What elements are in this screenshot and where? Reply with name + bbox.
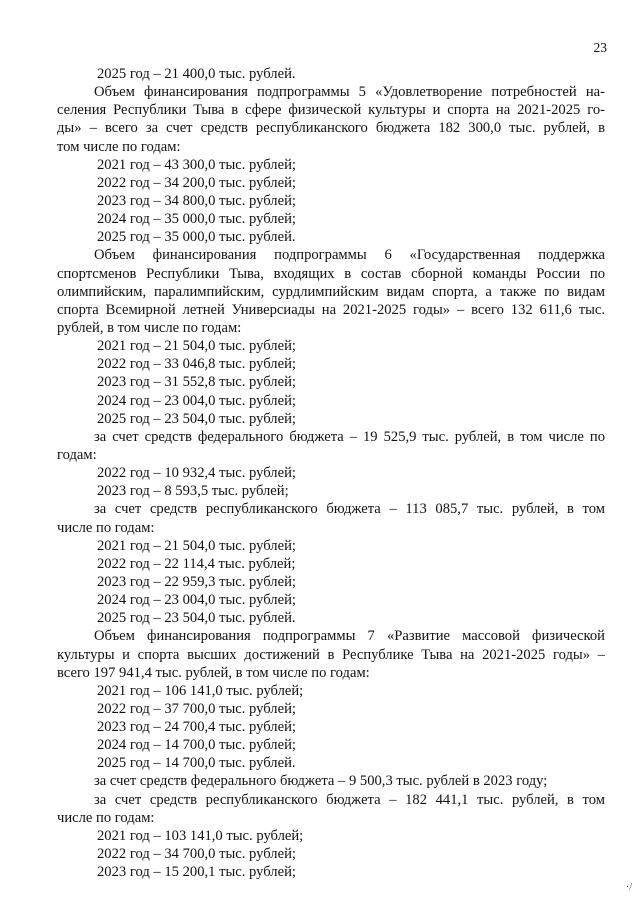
text-line: олимпийским, паралимпийским, сурдлимпийским видам спорта, а также по видам	[57, 283, 605, 300]
text-line: 2021 год – 106 141,0 тыс. рублей;	[97, 682, 304, 699]
text-line: числе по годам:	[57, 519, 155, 536]
text-line: годам:	[57, 446, 97, 463]
text-line: селения Республики Тыва в сфере физической культуры и спорта на 2021-2025 го-	[57, 102, 605, 119]
text-line: 2024 год – 23 004,0 тыс. рублей;	[97, 392, 296, 409]
page-number: 23	[593, 40, 607, 55]
text-line: 2025 год – 14 700,0 тыс. рублей.	[97, 755, 296, 772]
text-line: 2023 год – 8 593,5 тыс. рублей;	[97, 483, 289, 500]
text-line: ды» – всего за счет средств республиканского бюджета 182 300,0 тыс. рублей, в	[57, 120, 605, 137]
text-line: 2022 год – 22 114,4 тыс. рублей;	[97, 555, 296, 572]
text-line: 2025 год – 23 504,0 тыс. рублей;	[97, 410, 296, 427]
document-body	[57, 65, 605, 881]
text-line: 2022 год – 33 046,8 тыс. рублей;	[97, 356, 296, 373]
text-line: 2021 год – 21 504,0 тыс. рублей;	[97, 338, 296, 355]
text-line: за счет средств республиканского бюджета – 182 441,1 тыс. рублей, в том	[94, 791, 605, 808]
text-line: числе по годам:	[57, 809, 155, 826]
text-line: 2022 год – 37 700,0 тыс. рублей;	[97, 700, 296, 717]
text-line: 2021 год – 43 300,0 тыс. рублей;	[97, 156, 296, 173]
text-line: за счет средств республиканского бюджета – 113 085,7 тыс. рублей, в том	[94, 501, 605, 518]
text-line: всего 197 941,4 тыс. рублей, в том числе по годам:	[57, 664, 370, 681]
text-line: 2023 год – 24 700,4 тыс. рублей;	[97, 719, 296, 736]
text-line: 2024 год – 35 000,0 тыс. рублей;	[97, 211, 296, 228]
text-line: 2023 год – 34 800,0 тыс. рублей;	[97, 192, 296, 209]
text-line: за счет средств федерального бюджета – 19 525,9 тыс. рублей, в том числе по	[94, 428, 605, 445]
text-line: Объем финансирования подпрограммы 6 «Государственная поддержка	[94, 247, 605, 264]
text-line: 2024 год – 14 700,0 тыс. рублей;	[97, 737, 296, 754]
corner-mark: ·/	[625, 882, 632, 893]
text-line: 2022 год – 34 200,0 тыс. рублей;	[97, 174, 296, 191]
text-line: 2023 год – 15 200,1 тыс. рублей;	[97, 864, 296, 881]
text-line: культуры и спорта высших достижений в Республике Тыва на 2021-2025 годы» –	[57, 646, 605, 663]
text-line: том числе по годам:	[57, 138, 181, 155]
text-line: 2024 год – 23 004,0 тыс. рублей;	[97, 592, 296, 609]
text-line: 2025 год – 23 504,0 тыс. рублей.	[97, 610, 296, 627]
text-line: за счет средств федерального бюджета – 9 500,3 тыс. рублей в 2023 году;	[94, 773, 548, 790]
text-line: 2023 год – 22 959,3 тыс. рублей;	[97, 573, 296, 590]
text-line: 2025 год – 21 400,0 тыс. рублей.	[97, 66, 296, 82]
text-line: 2023 год – 31 552,8 тыс. рублей;	[97, 374, 296, 391]
text-line: спортсменов Республики Тыва, входящих в состав сборной команды России по	[57, 265, 605, 282]
text-line: 2025 год – 35 000,0 тыс. рублей.	[97, 229, 296, 246]
text-line: Объем финансирования подпрограммы 7 «Развитие массовой физической	[94, 628, 605, 645]
text-line: Объем финансирования подпрограммы 5 «Удовлетворение потребностей на-	[94, 84, 605, 101]
text-line: 2021 год – 21 504,0 тыс. рублей;	[97, 537, 296, 554]
text-line: 2022 год – 34 700,0 тыс. рублей;	[97, 846, 296, 863]
text-line: рублей, в том числе по годам:	[57, 319, 242, 336]
text-line: 2021 год – 103 141,0 тыс. рублей;	[97, 827, 304, 844]
text-line: спорта Всемирной летней Универсиады на 2021-2025 годы» – всего 132 611,6 тыс.	[57, 301, 605, 318]
text-line: 2022 год – 10 932,4 тыс. рублей;	[97, 465, 296, 482]
